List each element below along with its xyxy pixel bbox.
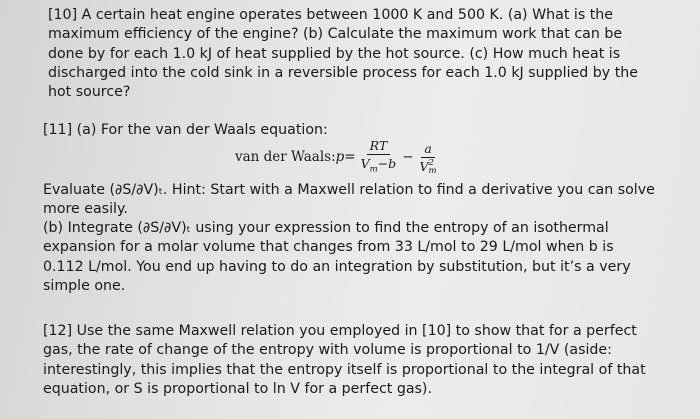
question-11-intro: [11] (a) For the van der Waals equation: [43, 122, 328, 138]
formula-term1-den-sub: m [369, 164, 378, 175]
formula-term1 [358, 138, 400, 178]
formula-term2-den-sup: 2 [428, 158, 434, 169]
question-11-evaluate: Evaluate (∂S/∂V)ₜ. Hint: Start with a Maxwell relation to find a derivative you can solve more easily. [43, 182, 655, 218]
formula-lhs: p [335, 149, 345, 166]
formula-term1-den-rest: −b [377, 156, 397, 172]
question-10: [10] A certain heat engine operates between 1000 K and 500 K. (a) What is the maximum efficiency of the engine? (b) Calculate the maximum work that can be done by for each 1.0 kJ of heat supplied by the hot source. (c) How much heat is discharged into the cold sink in a reversible process for each 1.0 kJ supplied by the hot source? [48, 7, 638, 101]
formula-term1-den-var: V [360, 156, 370, 172]
question-12: [12] Use the same Maxwell relation you employed in [10] to show that for a perfect gas, the rate of change of the entropy with volume is proportional to 1/V (aside: interestingly, this implies that the entropy itself is proportional to the integral of that equation, or S is proportional to ln V for a perfect gas). [43, 323, 646, 397]
formula-label: van der Waals: [235, 149, 336, 166]
formula-term1-denominator [358, 155, 400, 178]
formula-term2-den-sub: m [428, 166, 437, 177]
formula-equals: = [344, 149, 356, 166]
question-11-part-b: (b) Integrate (∂S/∂V)ₜ using your expression to find the entropy of an isothermal expansion for a molar volume that changes from 33 L/mol to 29 L/mol when b is 0.112 L/mol. You end up having to do an integration by substitution, but it’s a very simple one. [43, 220, 631, 294]
formula-term2 [417, 141, 440, 176]
formula-term2-numerator: a [421, 141, 434, 158]
formula-term2-denominator [417, 158, 440, 176]
formula-term1-numerator: RT [367, 138, 391, 155]
formula-minus: − [402, 149, 414, 166]
formula-term2-den-var: V [419, 158, 429, 174]
van-der-waals-formula [235, 138, 442, 178]
